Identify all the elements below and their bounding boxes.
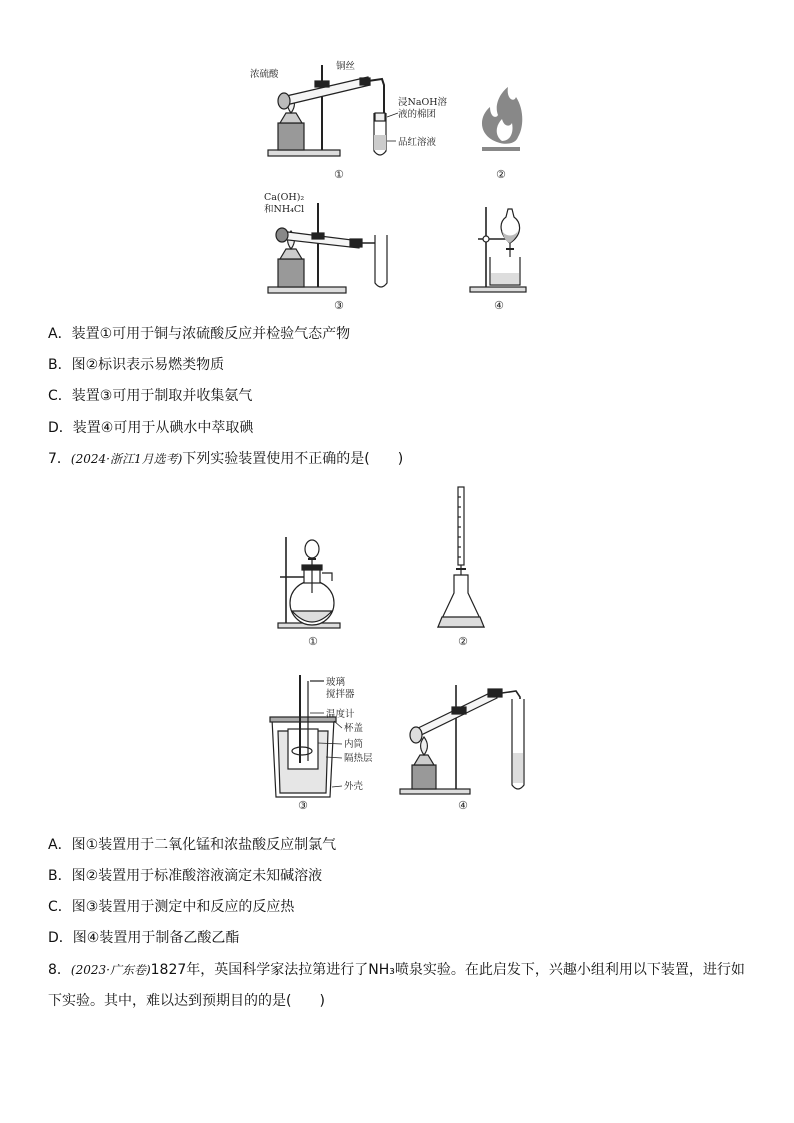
label-thermometer: 温度计 (326, 709, 355, 720)
apparatus-4-separatory-funnel (470, 207, 526, 292)
label-glass-1: 玻璃 (326, 677, 346, 688)
caption-4: ④ (494, 299, 504, 312)
label-naoh-cotton-2: 液的棉团 (398, 109, 437, 120)
label-shell: 外壳 (344, 781, 364, 792)
q8-stem-line2: 下实验。其中，难以达到预期目的的是( ) (48, 993, 325, 1009)
q7-option-a: A．图①装置用于二氧化锰和浓盐酸反应制氯气 (48, 837, 337, 853)
q7-source: (2024·浙江1月选考) (70, 452, 183, 466)
caption-3b: ③ (298, 799, 308, 812)
q7-number: 7． (48, 451, 71, 467)
flammable-icon (482, 87, 522, 151)
q7-stem (48, 449, 403, 469)
label-insulation: 隔热层 (344, 753, 373, 764)
figure-q7-apparatus (262, 485, 552, 815)
label-caoh2: Ca(OH)₂ (264, 192, 305, 203)
figure-q6-apparatus (250, 55, 550, 315)
q7-option-c: C．图③装置用于测定中和反应的反应热 (48, 899, 295, 915)
q8-text-1: 1827年，英国科学家法拉第进行了NH₃喷泉实验。在此启发下，兴趣小组利用以下装置，进行如 (150, 962, 745, 978)
label-lid: 杯盖 (344, 723, 364, 734)
label-copper-wire: 铜丝 (336, 61, 356, 72)
q6-option-b: B．图②标识表示易燃类物质 (48, 357, 225, 373)
label-naoh-cotton-1: 浸NaOH溶 (398, 97, 448, 108)
label-conc-sulfuric-acid: 浓硫酸 (250, 69, 279, 80)
q8-source: (2023·广东卷) (70, 963, 151, 977)
label-stirrer-2: 搅拌器 (326, 689, 355, 700)
q7-option-b: B．图②装置用于标准酸溶液滴定未知碱溶液 (48, 868, 323, 884)
apparatus-4-ethyl-acetate (400, 685, 524, 794)
apparatus-2-titration (438, 487, 484, 627)
label-nh4cl: 和NH₄Cl (264, 204, 305, 215)
caption-1b: ① (308, 635, 318, 648)
q6-option-a: A．装置①可用于铜与浓硫酸反应并检验气态产物 (48, 326, 351, 342)
label-inner-tube: 内筒 (344, 739, 364, 750)
caption-1: ① (334, 168, 344, 181)
q8-stem-line1 (48, 960, 745, 980)
caption-2b: ② (458, 635, 468, 648)
caption-2: ② (496, 168, 506, 181)
q7-option-d: D．图④装置用于制备乙酸乙酯 (48, 930, 240, 946)
apparatus-1-copper-sulfuric (268, 65, 386, 156)
q6-option-d: D．装置④可用于从碘水中萃取碘 (48, 420, 254, 436)
apparatus-3-ammonia (268, 203, 387, 293)
apparatus-1-chlorine (278, 537, 340, 628)
q8-number: 8． (48, 962, 71, 978)
caption-3: ③ (334, 299, 344, 312)
label-magenta-solution: 品红溶液 (398, 137, 437, 148)
q6-option-c: C．装置③可用于制取并收集氨气 (48, 388, 253, 404)
q7-text: 下列实验装置使用不正确的是( ) (182, 451, 404, 467)
caption-4b: ④ (458, 799, 468, 812)
